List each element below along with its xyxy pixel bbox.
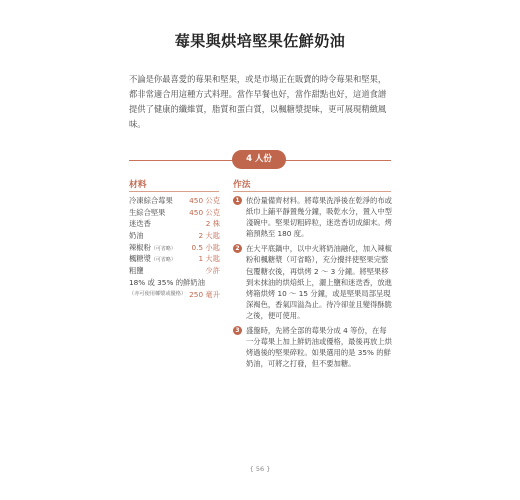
step-text: 在大平底鍋中，以中火將奶油融化，加入辣椒粉和楓糖漿（可省略），充分攪拌使堅果完整包覆糖衣後，再烘烤 2 ～ 3 分鐘。將堅果移到未抹油的烘焙紙上，灑上鹽和迷迭香，放進烤箱烘烤 10 ～ 15 分鐘，或是堅果局部呈現深褐色，香氣四溢為止。待冷卻並且變得酥脆之後，便可使用。 — [246, 244, 392, 320]
ingredient-amount: 少許 — [205, 266, 220, 276]
step-number-badge: 1 — [233, 196, 242, 205]
ingredients-list — [129, 195, 220, 300]
ingredient-row — [129, 253, 220, 265]
ingredient-amount: 0.5 小匙 — [191, 242, 220, 252]
ingredient-note: （可省略） — [150, 257, 176, 264]
ingredient-amount: 450 公克 — [189, 207, 220, 217]
step-number-badge: 2 — [233, 244, 242, 253]
ingredient-row — [129, 265, 220, 277]
step-item — [233, 325, 393, 369]
ingredient-name: 18% 或 35% 的鮮奶油 — [129, 277, 205, 287]
ingredient-row — [129, 218, 220, 230]
page-number-text: 56 — [255, 465, 265, 473]
ingredient-amount: 2 大匙 — [198, 231, 220, 241]
method-heading: 作法 — [233, 180, 251, 190]
ingredient-amount: 450 公克 — [189, 196, 220, 205]
ingredient-row — [129, 230, 220, 242]
ingredient-row-cream — [129, 277, 220, 289]
ingredient-name-text: 楓糖漿 — [129, 254, 151, 264]
ingredient-name: 生綜合堅果 — [129, 207, 166, 217]
page-number-open: { — [249, 465, 256, 473]
servings-badge: 4 人份 — [232, 150, 286, 169]
step-item — [233, 195, 393, 239]
ingredient-row-cream-sub — [129, 289, 220, 300]
step-text: 依份量備齊材料。將莓果洗淨後在乾淨的布或紙巾上鋪平靜置幾分鐘，吸乾水分，置入中型淺碗中。堅果切粗碎粒，迷迭香切成細末。烤箱預熱至 180 度。 — [246, 196, 392, 239]
ingredient-name: 迷迭香 — [129, 219, 151, 229]
ingredient-row — [129, 207, 220, 219]
ingredient-name-text: 辣椒粉 — [129, 242, 151, 252]
step-number-badge: 3 — [233, 326, 242, 335]
ingredients-rule — [129, 191, 219, 192]
ingredient-note: （可省略） — [150, 245, 176, 252]
ingredient-amount: 2 株 — [205, 219, 220, 229]
ingredient-name: 奶油 — [129, 231, 144, 241]
ingredient-row — [129, 195, 220, 207]
ingredient-name: 粗鹽 — [129, 266, 144, 276]
recipe-intro: 不論是你最喜愛的莓果和堅果，或是市場正在販賣的時令莓果和堅果，都非常適合用這種方式料理。當作早餐也好，當作甜點也好，這道食譜提供了健康的纖維質，脂質和蛋白質，以楓糖漿提味，更可展現精緻風味。 — [129, 74, 387, 129]
ingredient-amount: 1 大匙 — [198, 254, 220, 264]
step-item — [233, 243, 393, 321]
ingredient-amount: 250 毫升 — [189, 289, 220, 299]
page-number-close: } — [264, 465, 271, 473]
step-text: 盛盤時，先將全部的莓果分成 4 等份，在每一分莓果上加上鮮奶油或優格，最後再放上烘烤過後的堅果碎粒。如果選用的是 35% 的鮮奶油，可將之打發，但不要加糖。 — [246, 326, 392, 369]
ingredient-note: （亦可使用椰漿或優格） — [129, 290, 187, 297]
recipe-title: 莓果與烘培堅果佐鮮奶油 — [174, 32, 346, 50]
method-steps — [233, 195, 393, 373]
page-number — [0, 465, 520, 473]
ingredients-heading: 材料 — [129, 180, 147, 190]
ingredient-name: 冷凍綜合莓果 — [129, 196, 173, 205]
method-rule — [233, 191, 391, 192]
ingredient-row — [129, 242, 220, 254]
